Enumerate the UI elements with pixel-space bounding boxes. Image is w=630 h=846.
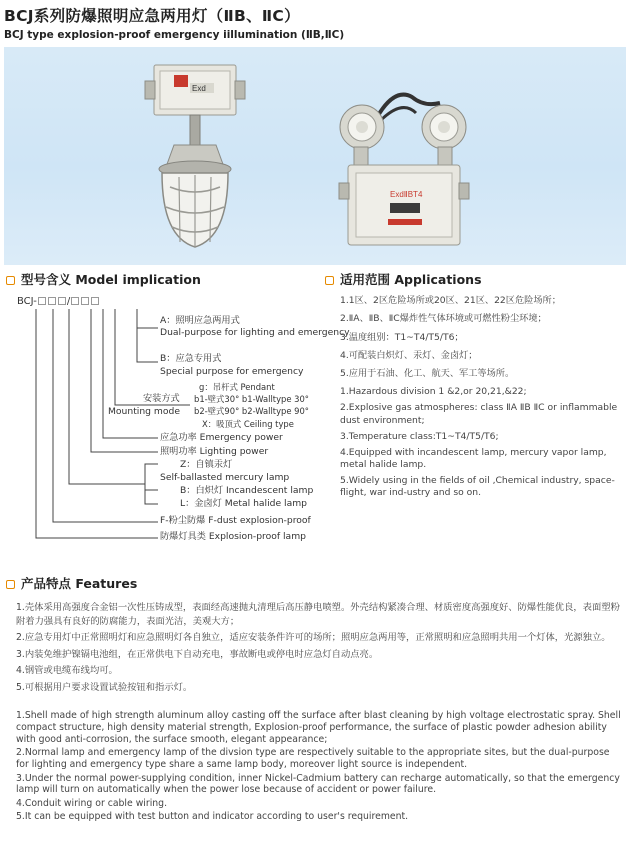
- list-item: 2.Normal lamp and emergency lamp of the divsion type are respectively suitable to the appropriate sites, but the dual-purpose for lighting and emergency type share a same lamp body, moreover light source is independent.: [16, 747, 610, 771]
- mount-b2: b2-壁式90° b2-Walltype 90°: [194, 406, 309, 416]
- list-item: 3.内装免维护镍镉电池组，在正常供电下自动充电，事故断电或停电时应急灯自动点亮。: [16, 648, 379, 660]
- svg-text:ExdⅡBT4: ExdⅡBT4: [390, 190, 423, 199]
- list-item: 5.可根据用户要求设置试验按钮和指示灯。: [16, 681, 193, 693]
- section-marker-icon: [325, 276, 334, 285]
- model-b-en: Special purpose for emergency: [160, 366, 304, 377]
- list-item: 2.应急专用灯中正常照明灯和应急照明灯各自独立，适应安装条件许可的场所；照明应急两用等，正常照明和应急照明共用一个灯体，光源独立。: [16, 632, 611, 643]
- svg-text:Exd: Exd: [192, 84, 206, 93]
- model-a-cn: A：照明应急两用式: [160, 315, 240, 326]
- applications-heading: 适用范围 Applications: [325, 270, 482, 288]
- lighting-power: 照明功率 Lighting power: [160, 446, 269, 457]
- section-marker-icon: [6, 580, 15, 589]
- list-item: 1.1区、2区危险场所或20区、21区、22区危险场所；: [340, 295, 561, 306]
- mount-cn: 安装方式: [143, 393, 180, 404]
- model-bz: B：白炽灯 Incandescent lamp: [180, 485, 314, 496]
- mount-x: X：吸顶式 Ceiling type: [202, 419, 294, 429]
- list-item: 1.Shell made of high strength aluminum alloy casting off the surface after blast cleaning by high voltage electrostatic spray. Shell compact structure, high density material strength, Explosion-proof performance, the surface of plastic powder adhesion ability with good anti-corrosion, the surface smooth, elegant appearance;: [16, 710, 621, 745]
- list-item: 4.Equipped with incandescent lamp, mercury vapor lamp, metal halide lamp.: [340, 446, 607, 471]
- emergency-lamp-image: [339, 95, 469, 245]
- list-item: 1.Hazardous division 1 &2,or 20,21,&22;: [340, 386, 527, 398]
- model-b-cn: B：应急专用式: [160, 353, 222, 364]
- model-l: L：金卤灯 Metal halide lamp: [180, 498, 308, 509]
- list-item: 4.可配装白炽灯、汞灯、金卤灯；: [340, 349, 478, 361]
- list-item: 5.Widely using in the fields of oil ,Chemical industry, space-flight, war ind-ustry and so on.: [340, 474, 615, 499]
- list-item: 4.钢管或电缆布线均可。: [16, 665, 118, 676]
- model-z-en: Self-ballasted mercury lamp: [160, 472, 290, 483]
- model-implication-heading: 型号含义 Model implication: [6, 270, 201, 288]
- model-code: BCJ- /: [17, 296, 100, 307]
- model-z-cn: Z：自镇汞灯: [180, 459, 233, 470]
- model-exp: 防爆灯具类 Explosion-proof lamp: [160, 531, 306, 542]
- list-item: 3.Temperature class:T1~T4/T5/T6;: [340, 430, 499, 442]
- mount-b1: b1-壁式30° b1-Walltype 30°: [194, 394, 309, 404]
- list-item: 2.Explosive gas atmospheres: class ⅡA ⅡB ⅡC or inflammable dust environment;: [340, 402, 618, 426]
- features-list: [16, 601, 624, 825]
- page-title: BCJ系列防爆照明应急两用灯（ⅡB、ⅡC）: [4, 7, 300, 25]
- list-item: 3.温度组别：T1~T4/T5/T6；: [340, 331, 464, 343]
- model-a-en: Dual-purpose for lighting and emergency: [160, 327, 350, 338]
- page-subtitle: BCJ type explosion-proof emergency iillumination (ⅡB,ⅡC): [4, 29, 345, 41]
- list-item: 3.Under the normal power-supplying condition, inner Nickel-Cadmium battery can recharge automatically, so that the emergency lamp will turn on automatically when the power lose because of accident or power failure.: [16, 772, 620, 796]
- list-item: 5.应用于石油、化工、航天、军工等场所。: [340, 368, 515, 380]
- mount-g: g：吊杆式 Pendant: [199, 382, 275, 392]
- features-heading: 产品特点 Features: [6, 574, 137, 592]
- model-f: F-粉尘防爆 F-dust explosion-proof: [160, 515, 311, 526]
- list-item: 1.壳体采用高强度合金铝一次性压铸成型，表面经高速抛丸清理后高压静电喷塑。外壳结构紧凑合理、材质密度高强度好、防爆性能优良，表面塑粉附着力强具有良好的防腐能力，表面光洁，美观大方；: [16, 602, 620, 627]
- mount-en: Mounting mode: [108, 406, 180, 417]
- applications-list: [340, 295, 628, 503]
- list-item: 5.It can be equipped with test button and indicator according to user's requirement.: [16, 811, 409, 823]
- emergency-power: 应急功率 Emergency power: [160, 432, 283, 443]
- list-item: 2.ⅡA、ⅡB、ⅡC爆炸性气体环境或可燃性粉尘环境；: [340, 313, 547, 325]
- list-item: 4.Conduit wiring or cable wiring.: [16, 797, 168, 809]
